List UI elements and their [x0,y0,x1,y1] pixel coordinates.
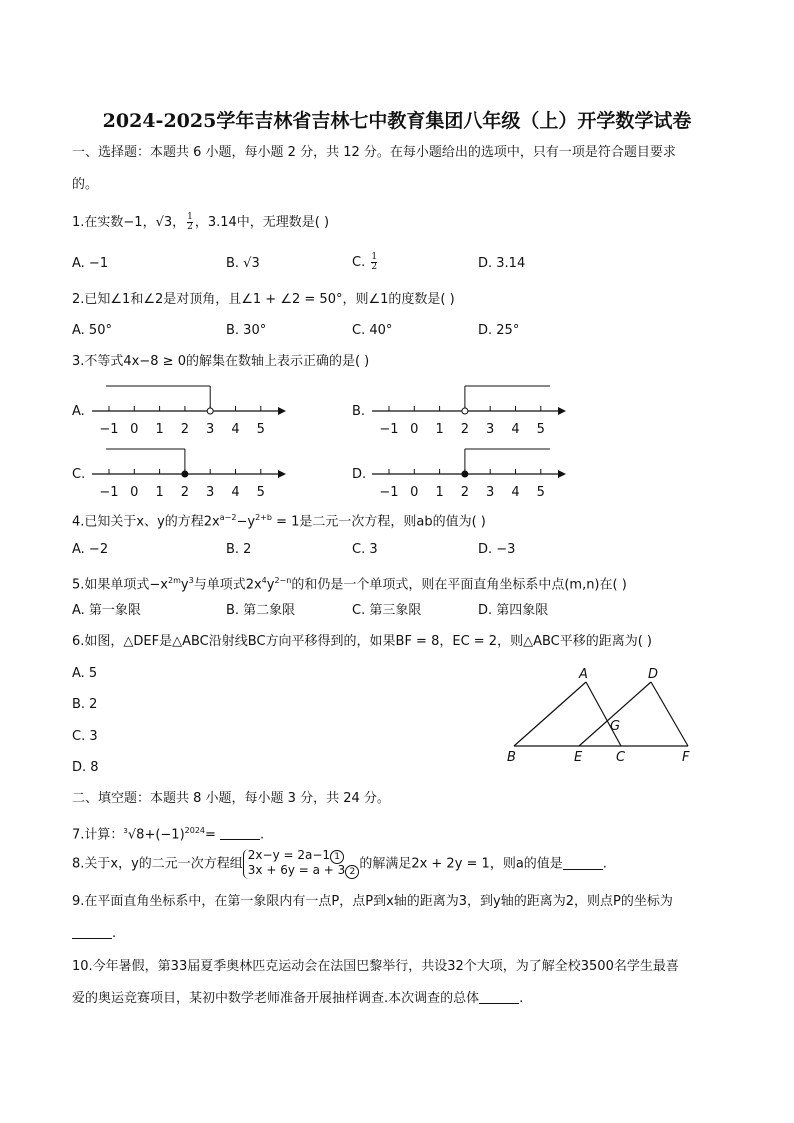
q4-sup1: a−2 [219,513,237,522]
q3-tick-label: 4 [231,422,240,437]
q3-tick-label: −1 [379,422,399,437]
q3-tick-label: 5 [256,422,265,437]
q2-option-c[interactable]: C. 40° [352,323,393,338]
point-g-label: G [610,719,621,734]
q7-root-index: 3 [123,827,128,835]
point-a-label: A [579,667,588,682]
segment-ed [579,682,651,746]
q3-tick-label: 3 [206,485,215,500]
q3-arrow-b [558,407,566,415]
q5-option-b[interactable]: B. 第二象限 [226,603,296,618]
q7-stem-b: +(−1) [144,827,185,843]
q2-option-d[interactable]: D. 25° [478,323,520,338]
point-f-label: F [682,750,690,765]
q3-tick-label: 0 [410,422,419,437]
q3-open-point-a [207,408,213,414]
q5-option-a[interactable]: A. 第一象限 [72,603,141,618]
q8-stem-b: 的解满足2x + 2y = 1，则a的值是 [359,856,563,872]
q8-eq1: 2x−y = 2a−1 [247,848,331,862]
q8-eq2-mark: 2 [345,865,359,879]
page-title: 2024-2025学年吉林省吉林七中教育集团八年级（上）开学数学试卷 [102,110,692,132]
q1-optc-den: 2 [371,262,378,272]
q7-answer-blank[interactable] [220,827,260,840]
q8-stem [72,849,607,879]
q6-stem: 6.如图，△DEF是△ABC沿射线BC方向平移得到的，如果BF = 8，EC = 2，则△ABC平移的距离为( ) [72,634,653,649]
q6-option-d[interactable]: D. 8 [72,760,99,775]
q3-tick-label: 5 [536,485,545,500]
q10-answer-blank[interactable] [479,991,519,1004]
q8-answer-blank[interactable] [563,857,603,870]
q4-sup2: 2+b [255,513,272,522]
q3-arrow-c [278,470,286,478]
q1-option-a[interactable]: A. −1 [72,256,109,271]
q5-sup2: 3 [188,576,194,585]
q3-tick-label: 1 [435,422,444,437]
segment-df [651,682,688,746]
q4-stem [72,509,486,531]
q5-sup4: 2−n [274,576,292,585]
q6-option-b[interactable]: B. 2 [72,697,98,712]
q6-triangle-figure [500,665,700,765]
q3-open-point-b [462,408,468,414]
q3-tick-label: 4 [511,422,520,437]
q3-arrow-d [558,470,566,478]
q3-tick-label: 0 [130,422,139,437]
q4-option-a[interactable]: A. −2 [72,542,109,557]
point-e-label: E [574,750,583,765]
q3-tick-label: 3 [486,485,495,500]
q3-tick-label: 2 [460,422,470,437]
section1-heading-cont: 的。 [72,177,99,192]
q3-closed-point-d [462,471,468,477]
q10-line2: 爱的奥运竞赛项目，某初中数学老师准备开展抽样调查.本次调查的总体 [72,991,480,1006]
q8-eq2-line [248,864,360,879]
q4-stem-a: 4.已知关于x、y的方程2x [72,514,220,530]
q5-stem-a: 5.如果单项式−x [72,577,168,593]
q8-eq2: 3x + 6y = a + 3 [247,863,346,877]
q8-stem-a: 8.关于x，y的二元一次方程组 [72,856,243,872]
q4-stem-c: = 1是二元一次方程，则ab的值为( ) [271,514,486,530]
q3-tick-label: 3 [486,422,495,437]
q3-tick-label: 3 [206,422,215,437]
q1-option-d[interactable]: D. 3.14 [478,256,526,271]
q8-eq1-mark: 1 [330,850,344,864]
q5-stem [72,572,627,594]
q1-option-b[interactable]: B. √3 [226,256,260,271]
q4-stem-b: −y [236,514,256,530]
q3-arrow-a [278,407,286,415]
q3-tick-label: 0 [130,485,139,500]
q10-end: . [519,991,524,1006]
q3-tick-label: −1 [99,422,119,437]
q5-option-c[interactable]: C. 第三象限 [352,603,422,618]
q6-option-a[interactable]: A. 5 [72,666,98,681]
section2-heading: 二、填空题：本题共 8 小题，每小题 3 分，共 24 分。 [72,791,390,806]
q5-stem-e: 的和仍是一个单项式，则在平面直角坐标系中点(m,n)在( ) [291,577,627,593]
q5-option-d[interactable]: D. 第四象限 [478,603,549,618]
q3-option-a-label[interactable]: A. [72,404,85,419]
q3-tick-label: 4 [511,485,520,500]
q3-tick-label: 0 [410,485,419,500]
q9-stem-cont [72,925,116,943]
q1-frac-den: 2 [187,222,193,232]
q1-stem-a: 1.在实数−1，√3， [72,215,186,230]
q7-stem-a: 7.计算： [72,827,124,843]
q4-option-c[interactable]: C. 3 [352,542,378,557]
point-b-label: B [507,750,516,765]
q1-frac-num: 1 [187,212,193,222]
q7-sup: 2024 [184,826,205,835]
q7-stem [72,822,264,844]
q3-option-c-label[interactable]: C. [72,467,86,482]
q9-stem: 9.在平面直角坐标系中，在第一象限内有一点P，点P到x轴的距离为3，到y轴的距离为2，则点P的坐标为 [72,894,673,909]
q6-option-c[interactable]: C. 3 [72,729,98,744]
q4-option-d[interactable]: D. −3 [478,542,516,557]
q3-tick-label: 4 [231,485,240,500]
q10-stem: 10.今年暑假，第33届夏季奥林匹克运动会在法国巴黎举行，共设32个大项，为了解全校3500名学生最喜 [72,959,679,974]
q1-stem-b: ，3.14中，无理数是( ) [194,215,330,230]
q3-stem: 3.不等式4x−8 ≥ 0的解集在数轴上表示正确的是( ) [72,354,370,369]
q3-tick-label: 1 [155,422,164,437]
q3-option-b-label[interactable]: B. [352,404,366,419]
q3-closed-point-c [182,471,188,477]
q2-option-a[interactable]: A. 50° [72,323,112,338]
q9-end: . [112,926,117,941]
q3-tick-label: −1 [379,485,399,500]
q2-stem: 2.已知∠1和∠2是对顶角，且∠1 + ∠2 = 50°，则∠1的度数是( ) [72,292,455,307]
q4-option-b[interactable]: B. 2 [226,542,252,557]
q3-tick-label: 1 [155,485,164,500]
q7-radicand: √8 [127,827,145,843]
segment-ba [514,682,586,746]
q5-stem-c: 与单项式2x [193,577,262,593]
q9-answer-blank[interactable] [72,926,112,939]
q3-tick-label: 1 [435,485,444,500]
point-d-label: D [648,667,659,682]
q8-equation-system [243,849,360,879]
q3-tick-label: 2 [180,422,190,437]
q1-optc-num: 1 [371,252,378,262]
q3-tick-label: 2 [460,485,470,500]
section1-heading: 一、选择题：本题共 6 小题，每小题 2 分，共 12 分。在每小题给出的选项中，只有一项是符合题目要求 [72,145,676,160]
q3-tick-label: −1 [99,485,119,500]
q5-stem-d: y [266,577,275,593]
q10-stem-cont [72,990,523,1008]
q5-sup3: 4 [261,576,267,585]
q3-option-d-label[interactable]: D. [352,467,367,482]
q5-sup1: 2m [168,576,181,585]
point-c-label: C [616,750,626,765]
q7-stem-c: = [205,827,216,843]
q8-stem-c: . [602,856,607,872]
q7-stem-d: . [260,827,265,843]
q3-tick-label: 5 [536,422,545,437]
q2-option-b[interactable]: B. 30° [226,323,267,338]
q3-tick-label: 2 [180,485,190,500]
q3-tick-label: 5 [256,485,265,500]
q8-eq1-line [248,849,360,864]
q1-option-c-label: C. [352,255,366,270]
q5-stem-b: y [180,577,189,593]
